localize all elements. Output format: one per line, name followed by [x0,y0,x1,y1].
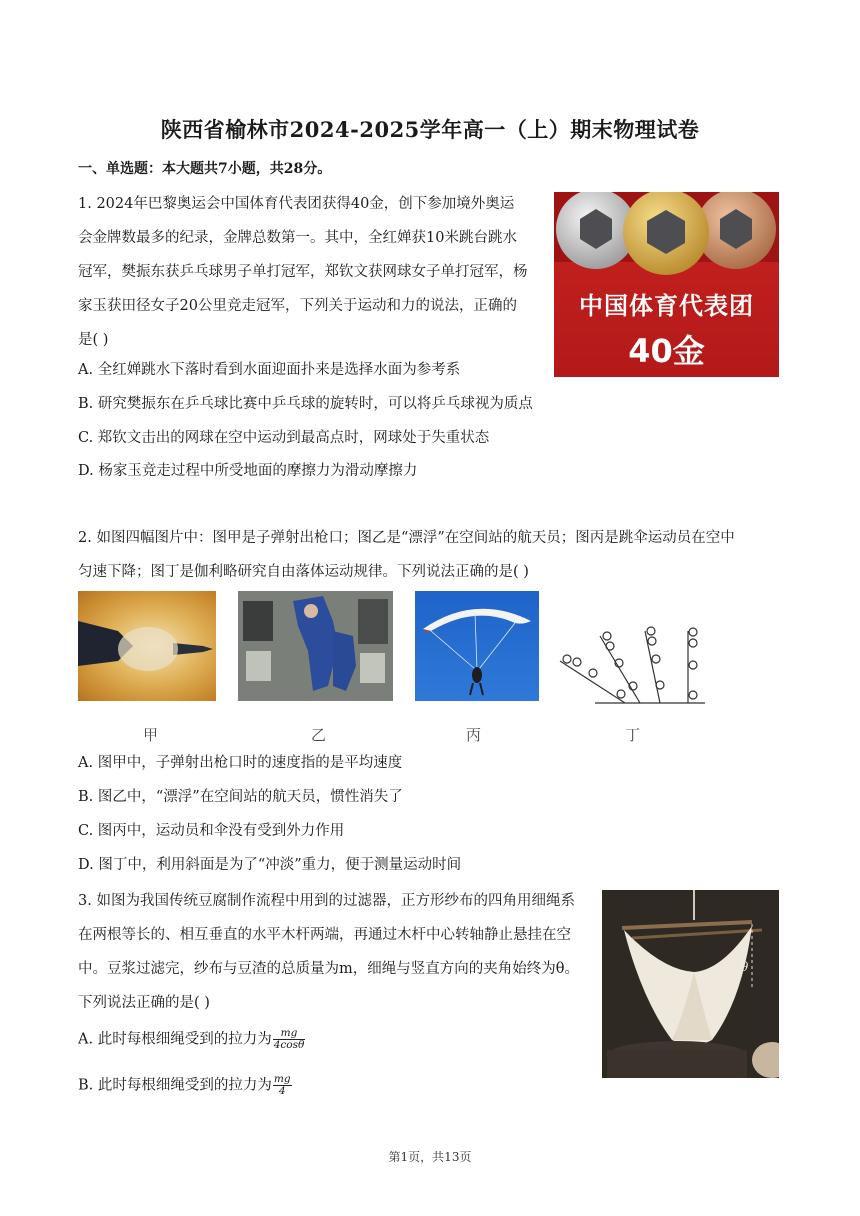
fraction [273,1074,292,1097]
caption-yi: 乙 [311,726,327,744]
q2-option-c: C. 图丙中，运动员和伞没有受到外力作用 [78,823,345,839]
q3-option-b [78,1074,292,1097]
q1-line: 家玉获田径女子20公里竞走冠军，下列关于运动和力的说法，正确的 [78,298,517,314]
caption-bing: 丙 [466,726,482,744]
q2-option-d: D. 图丁中，利用斜面是为了“冲淡”重力，便于测量运动时间 [78,857,462,873]
q3-line: 在两根等长的、相互垂直的水平木杆两端，再通过木杆中心转轴静止悬挂在空 [78,927,571,943]
astronaut-image [238,591,393,701]
q3-option-a-text: A. 此时每根细绳受到的拉力为 [78,1031,272,1048]
q2-option-b: B. 图乙中，“漂浮”在空间站的航天员，惯性消失了 [78,789,403,805]
medal-image-caption-1: 中国体育代表团 [579,292,754,320]
q3-line: 中。豆浆过滤完，纱布与豆渣的总质量为m，细绳与竖直方向的夹角始终为θ。 [78,961,579,977]
fraction-denominator: 4cosθ [273,1039,305,1051]
q1-option-a: A. 全红婵跳水下落时看到水面迎面扑来是选择水面为参考系 [78,362,461,378]
bullet-image [78,591,216,701]
page-footer: 第1页，共13页 [388,1150,472,1164]
fraction-numerator: mg [273,1073,291,1085]
q1-line: 是( ) [78,332,109,348]
q2-line: 2. 如图四幅图片中：图甲是子弹射出枪口；图乙是“漂浮”在空间站的航天员；图丙是跳伞运动员在空中 [78,530,735,546]
q3-option-a [78,1028,305,1051]
caption-jia: 甲 [143,726,159,744]
page-title: 陕西省榆林市2024-2025学年高一（上）期末物理试卷 [160,117,700,142]
olympic-medals-image [554,192,779,377]
section-heading: 一、单选题：本大题共7小题，共28分。 [78,161,332,177]
q2-option-a: A. 图甲中，子弹射出枪口时的速度指的是平均速度 [78,755,403,771]
q1-option-c: C. 郑钦文击出的网球在空中运动到最高点时，网球处于失重状态 [78,430,490,446]
q2-line: 匀速下降；图丁是伽利略研究自由落体运动规律。下列说法正确的是( ) [78,564,529,580]
tofu-filter-image [602,890,779,1078]
fraction [273,1028,306,1051]
theta-label: θ [741,960,749,974]
parachute-image [415,591,539,701]
galileo-incline-diagram [555,591,710,706]
fraction-numerator: mg [273,1028,306,1040]
q1-line: 1. 2024年巴黎奥运会中国体育代表团获得40金，创下参加境外奥运 [78,196,515,212]
q1-line: 冠军，樊振东获乒乓球男子单打冠军，郑钦文获网球女子单打冠军，杨 [78,264,528,280]
q3-option-b-text: B. 此时每根细绳受到的拉力为 [78,1077,272,1094]
caption-ding: 丁 [625,726,641,744]
q3-line: 3. 如图为我国传统豆腐制作流程中用到的过滤器，正方形纱布的四角用细绳系 [78,893,575,909]
q3-line: 下列说法正确的是( ) [78,995,210,1011]
q1-line: 会金牌数最多的纪录，金牌总数第一。其中，全红婵获10米跳台跳水 [78,230,517,246]
q1-option-b: B. 研究樊振东在乒乓球比赛中乒乓球的旋转时，可以将乒乓球视为质点 [78,396,533,412]
medal-image-caption-2: 40金 [628,332,705,370]
q1-option-d: D. 杨家玉竞走过程中所受地面的摩擦力为滑动摩擦力 [78,463,418,479]
fraction-denominator: 4 [278,1085,286,1097]
